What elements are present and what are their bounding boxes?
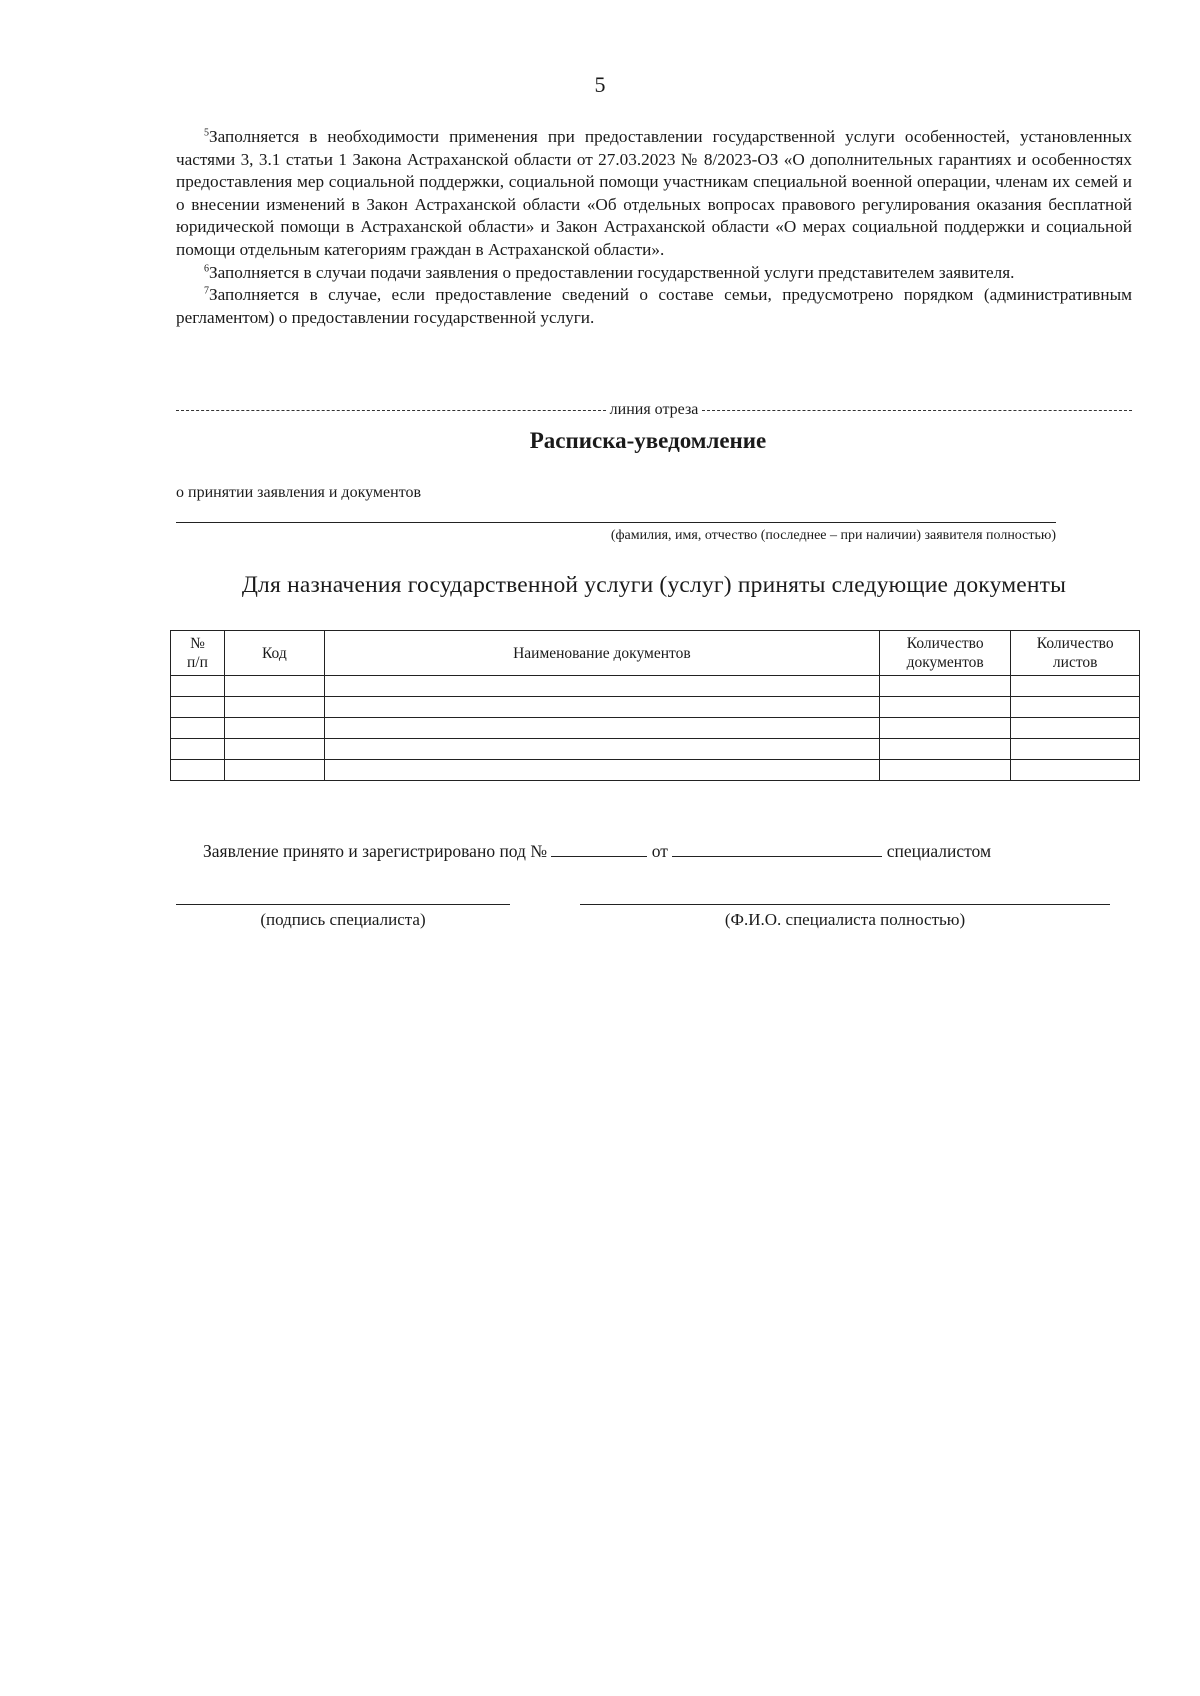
table-cell[interactable] xyxy=(324,760,879,781)
footnote-6 xyxy=(176,262,1132,285)
table-cell[interactable] xyxy=(1011,697,1140,718)
specialist-name-caption: (Ф.И.О. специалиста полностью) xyxy=(724,910,966,929)
footnote-7 xyxy=(176,284,1132,329)
registration-prefix: Заявление принято и зарегистрировано под № xyxy=(203,841,548,861)
footnote-marker: 6 xyxy=(204,262,209,274)
footnote-text: Заполняется в случае, если предоставление сведений о составе семьи, предусмотрено порядком (административным регламентом) о предоставлении государственной услуги. xyxy=(176,285,1132,327)
header-qty-sheets-line2: листов xyxy=(1052,654,1098,671)
cut-line-dash-right xyxy=(702,410,1132,411)
table-header-row xyxy=(171,631,1140,676)
header-qty-documents-line2: документов xyxy=(906,654,984,671)
footnote-marker: 7 xyxy=(204,285,209,297)
header-number-line1: № xyxy=(190,635,205,652)
registration-line xyxy=(203,840,991,862)
table-cell[interactable] xyxy=(224,697,324,718)
table-cell[interactable] xyxy=(879,739,1010,760)
specialist-signature-caption: (подпись специалиста) xyxy=(260,910,426,929)
table-cell[interactable] xyxy=(324,676,879,697)
documents-table xyxy=(170,630,1140,781)
documents-heading: Для назначения государственной услуги (услуг) приняты следующие документы xyxy=(241,572,1067,598)
table-cell[interactable] xyxy=(324,697,879,718)
table-cell[interactable] xyxy=(879,718,1010,739)
applicant-name-caption: (фамилия, имя, отчество (последнее – при наличии) заявителя полностью) xyxy=(610,528,1056,543)
table-cell[interactable] xyxy=(1011,676,1140,697)
table-row xyxy=(171,718,1140,739)
table-cell[interactable] xyxy=(171,760,225,781)
table-cell[interactable] xyxy=(1011,760,1140,781)
table-row xyxy=(171,739,1140,760)
receipt-subtitle: о принятии заявления и документов xyxy=(176,484,422,501)
table-cell[interactable] xyxy=(224,718,324,739)
table-cell[interactable] xyxy=(171,718,225,739)
cut-line-dash-left xyxy=(176,410,606,411)
header-number-line2: п/п xyxy=(187,654,208,671)
registration-from: от xyxy=(651,841,668,861)
applicant-name-line xyxy=(176,522,1056,523)
table-cell[interactable] xyxy=(879,697,1010,718)
table-cell[interactable] xyxy=(1011,718,1140,739)
table-row xyxy=(171,760,1140,781)
table-cell[interactable] xyxy=(1011,739,1140,760)
footnotes xyxy=(176,126,1132,329)
cut-line xyxy=(176,402,1132,418)
table-cell[interactable] xyxy=(879,676,1010,697)
receipt-title: Расписка-уведомление xyxy=(529,428,767,453)
table-cell[interactable] xyxy=(324,739,879,760)
header-code: Код xyxy=(224,631,324,676)
footnote-text: Заполняется в случаи подачи заявления о предоставлении государственной услуги представителем заявителя. xyxy=(209,262,1015,282)
registration-suffix: специалистом xyxy=(886,841,992,861)
header-qty-sheets xyxy=(1011,631,1140,676)
table-cell[interactable] xyxy=(224,739,324,760)
registration-date-field[interactable] xyxy=(672,840,882,857)
header-qty-documents-line1: Количество xyxy=(906,635,984,652)
table-cell[interactable] xyxy=(171,739,225,760)
table-cell[interactable] xyxy=(224,760,324,781)
header-qty-documents xyxy=(879,631,1010,676)
header-qty-sheets-line1: Количество xyxy=(1036,635,1114,652)
table-row xyxy=(171,697,1140,718)
footnote-marker: 5 xyxy=(204,127,209,139)
table-cell[interactable] xyxy=(879,760,1010,781)
table-cell[interactable] xyxy=(324,718,879,739)
table-cell[interactable] xyxy=(171,676,225,697)
specialist-name-line[interactable] xyxy=(580,904,1110,905)
header-number xyxy=(171,631,225,676)
footnote-5 xyxy=(176,126,1132,262)
cut-line-label: линия отреза xyxy=(609,401,699,418)
table-cell[interactable] xyxy=(224,676,324,697)
footnote-text: Заполняется в необходимости применения при предоставлении государственной услуги особенностей, установленных частями 3, 3.1 статьи 1 Закона Астраханской области от 27.03.2023 № 8/2023-ОЗ «О дополнительных гарантиях и особенностях предоставления мер социальной поддержки, социальной помощи участникам специальной военной операции, членам их семей и о внесении изменений в Закон Астраханской области «Об отдельных вопросах правового регулирования оказания бесплатной юридической помощи в Астраханской области» и Закон Астраханской области «О мерах социальной поддержки и социальной помощи отдельным категориям граждан в Астраханской области». xyxy=(176,127,1132,259)
table-cell[interactable] xyxy=(171,697,225,718)
page-number: 5 xyxy=(594,72,606,97)
table-row xyxy=(171,676,1140,697)
registration-number-field[interactable] xyxy=(551,840,647,857)
header-document-name: Наименование документов xyxy=(324,631,879,676)
specialist-signature-line[interactable] xyxy=(176,904,510,905)
